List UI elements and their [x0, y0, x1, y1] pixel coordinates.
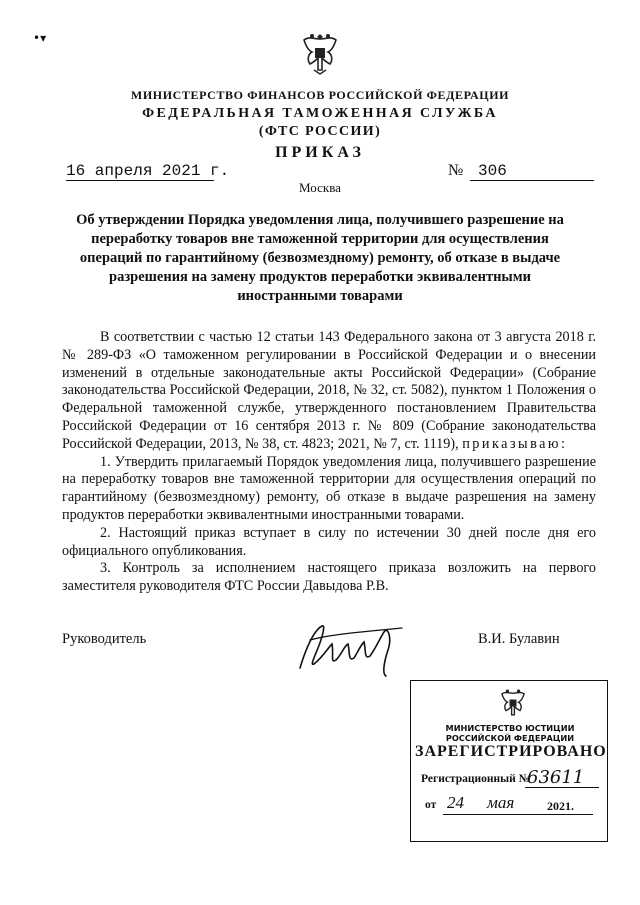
order-title	[70, 211, 570, 306]
title-line: иностранными товарами	[237, 288, 403, 304]
coat-of-arms-icon	[300, 30, 340, 76]
stamp-registered: ЗАРЕГИСТРИРОВАНО	[415, 743, 607, 760]
handwritten-signature	[292, 618, 412, 680]
ministry-name: МИНИСТЕРСТВО ФИНАНСОВ РОССИЙСКОЙ ФЕДЕРАЦИИ	[130, 88, 510, 102]
order-word: приказываю:	[462, 435, 568, 452]
order-number: 306	[478, 162, 507, 180]
city: Москва	[299, 180, 341, 195]
service-name: ФЕДЕРАЛЬНАЯ ТАМОЖЕННАЯ СЛУЖБА	[142, 106, 498, 121]
order-body	[62, 329, 596, 596]
stamp-reg-label: Регистрационный №	[421, 773, 531, 785]
order-item: 3. Контроль за исполнением настоящего приказа возложить на первого заместителя руководителя ФТС России Давыдова Р.В.	[62, 560, 596, 595]
coat-of-arms-icon	[499, 687, 527, 719]
title-line: операций по гарантийному (безвозмездному) ремонту, об отказе в выдаче	[79, 250, 561, 266]
title-line: переработку товаров вне таможенной территории для осуществления	[91, 231, 549, 247]
stamp-day: 24	[447, 793, 464, 812]
stamp-from-label: от	[425, 799, 437, 811]
signer-position: Руководитель	[62, 631, 147, 647]
stamp-reg-number: 63611	[527, 767, 585, 788]
document-type: ПРИКАЗ	[275, 144, 365, 161]
number-sign: №	[448, 162, 464, 179]
service-short-name: (ФТС РОССИИ)	[258, 124, 382, 139]
order-item: 2. Настоящий приказ вступает в силу по истечении 30 дней после дня его официального опубликования.	[62, 524, 596, 559]
registration-stamp	[410, 680, 608, 842]
stamp-date-underline	[443, 814, 593, 815]
corner-mark: •▾	[33, 31, 47, 45]
order-date: 16 апреля 2021 г.	[66, 162, 230, 180]
title-line: Об утверждении Порядка уведомления лица, получившего разрешение на	[76, 212, 564, 228]
stamp-year: 2021.	[547, 799, 574, 813]
title-line: разрешения на замену продуктов переработки эквивалентными	[109, 269, 531, 285]
stamp-ministry: МИНИСТЕРСТВО ЮСТИЦИИ РОССИЙСКОЙ ФЕДЕРАЦИИ	[445, 723, 575, 743]
signer-name: В.И. Булавин	[478, 631, 560, 647]
stamp-number-underline	[525, 787, 599, 788]
preamble-text: В соответствии с частью 12 статьи 143 Федерального закона от 3 августа 2018 г. № 289-ФЗ «О таможенном регулировании в Российской Федерации и о внесении изменений в отдельные законодательные акты Российской Федерации» (Собрание законодательства Российской Федерации, 2018, № 32, ст. 5082), пунктом 1 Положения о Федеральной таможенной службе, утвержденного постановлением Правительства Российской Федерации от 16 сентября 2013 г. № 809 (Собрание законодательства Российской Федерации, 2013, № 38, ст. 4823; 2021, № 7, ст. 1119),	[62, 329, 596, 452]
preamble-paragraph	[62, 329, 596, 454]
order-item: 1. Утвердить прилагаемый Порядок уведомления лица, получившего разрешение на переработку товаров вне таможенной территории для осуществления операций по гарантийному (безвозмездному) ремонту, об отказе в выдаче разрешения на замену продуктов переработки эквивалентными иностранными товарами.	[62, 453, 596, 523]
stamp-month: мая	[487, 793, 515, 812]
